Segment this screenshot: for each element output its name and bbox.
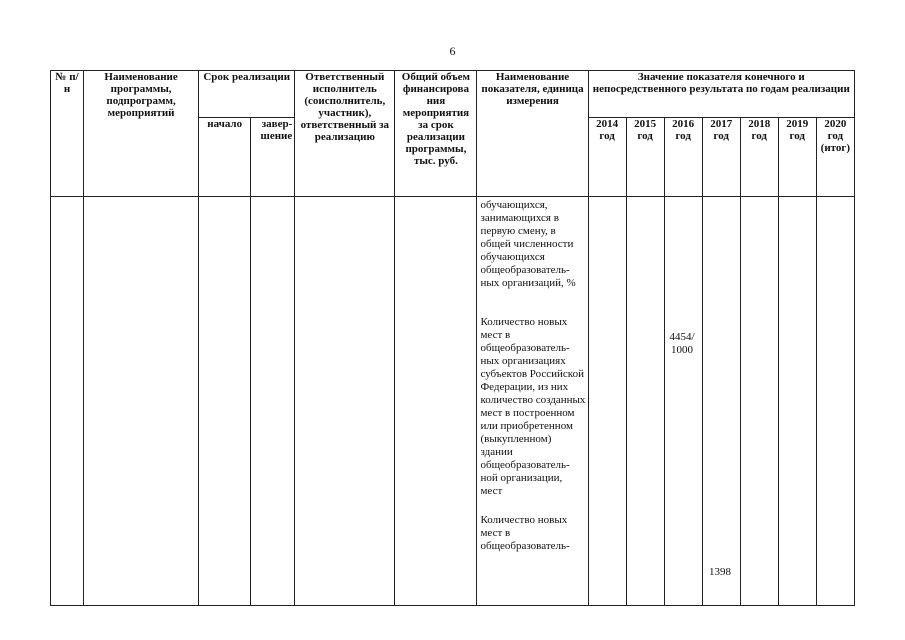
cell-2014 [588,197,626,606]
header-year-2019: 2019 год [778,118,816,197]
indicator-text: обучающихся, занимающихся в первую смену, в общей численности обучающихся общеобразователь- ных организаций, % [480,199,576,289]
indicators-table [50,70,855,606]
header-year-2014: 2014 год [588,118,626,197]
cell-2020 [816,197,854,606]
value-2017: 1398 [709,566,731,578]
cell-indicator [477,197,588,606]
header-name: Наименование программы, подпрограмм, мероприятий [84,71,199,197]
header-num: № п/н [51,71,84,197]
cell-2019 [778,197,816,606]
indicator-text: Количество новых мест в общеобразователь- ных организациях субъектов Российской Федерации, из них количество созданных мест в построенном или приобретенном (выкупленном) здании общеобразователь- ной организации, мест [480,316,586,497]
cell-2018 [740,197,778,606]
cell-2017 [702,197,740,606]
header-term: Срок реализации [199,71,295,118]
header-year-2018: 2018 год [740,118,778,197]
cell-funding [395,197,477,606]
header-indicator: Наименование показателя, единица измерения [477,71,588,197]
cell-2016 [664,197,702,606]
cell-2015 [626,197,664,606]
cell-executor [295,197,395,606]
table-row [51,197,855,606]
header-values-group: Значение показателя конечного и непосредственного результата по годам реализации [588,71,854,118]
indicator-text: Количество новых мест в общеобразователь- [480,514,570,552]
header-year-2015: 2015 год [626,118,664,197]
cell-term-end [251,197,295,606]
header-term-start: начало [199,118,251,197]
header-executor: Ответственный исполнитель (соисполнитель, участник), ответственный за реализацию [295,71,395,197]
header-year-2017: 2017 год [702,118,740,197]
header-year-2016: 2016 год [664,118,702,197]
header-funding: Общий объем финансирова ния мероприятия за срок реализации программы, тыс. руб. [395,71,477,197]
cell-term-start [199,197,251,606]
header-year-2020: 2020 год (итог) [816,118,854,197]
header-term-end: завер- шение [251,118,295,197]
cell-name [84,197,199,606]
page-number: 6 [449,44,456,58]
value-2016: 4454/ 1000 [669,331,695,356]
cell-num [51,197,84,606]
